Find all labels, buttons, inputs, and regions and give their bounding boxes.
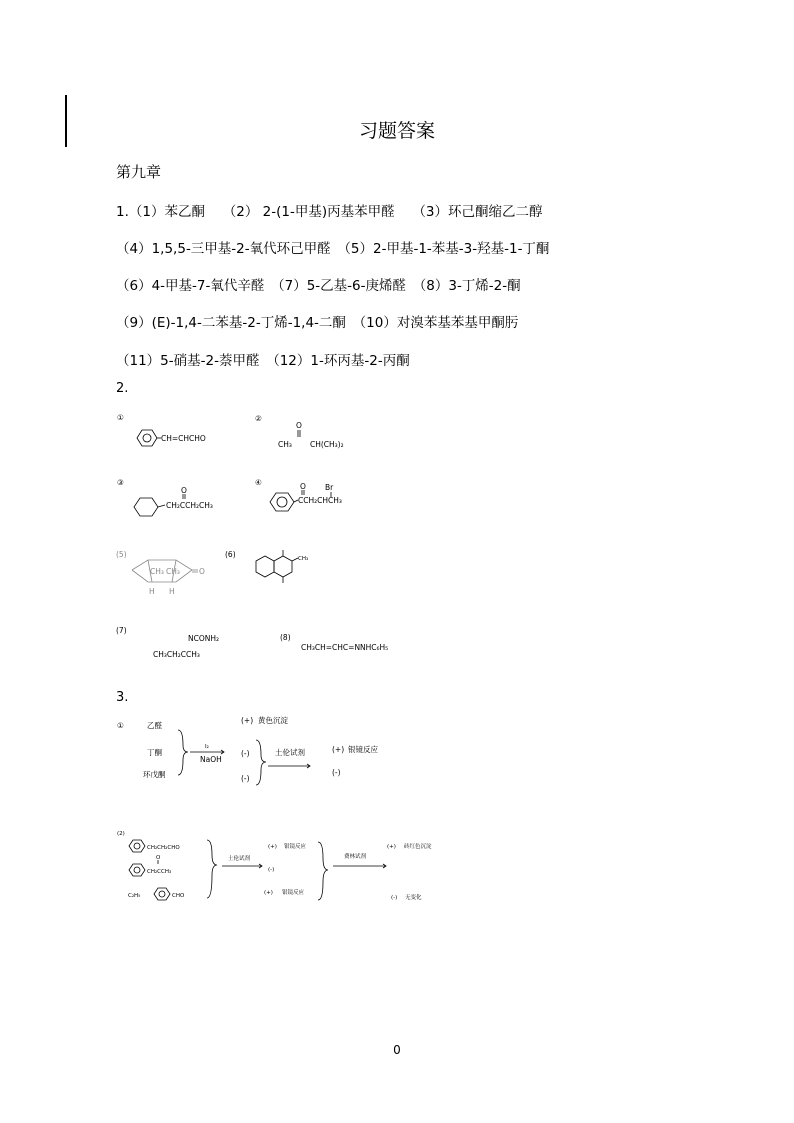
answer-line: （4）1,5,5-三甲基-2-氧代环己甲醛 （5）2-甲基-1-苯基-3-羟基-1-丁酮	[116, 241, 550, 257]
benzene-ring	[270, 493, 294, 511]
result-sign: (-)	[391, 895, 398, 901]
benzene-ring	[129, 864, 145, 876]
item-number: ③	[117, 478, 124, 487]
formula-label: CH₃	[278, 440, 292, 449]
result-label: 无变化	[405, 895, 422, 901]
oxygen-label: O	[156, 855, 161, 861]
reagent-label: NaOH	[200, 755, 222, 764]
item-number: (8)	[280, 633, 291, 642]
reagent-label: I₂	[205, 744, 209, 750]
item-number: (7)	[116, 626, 127, 635]
result-sign: (+)	[387, 844, 396, 850]
compound-label: 环戊酮	[143, 770, 166, 779]
result-sign: (-)	[241, 774, 250, 783]
compound-label: 乙醛	[147, 721, 162, 730]
formula-label: CH₃	[298, 556, 309, 562]
oxygen-label: O	[296, 421, 302, 430]
answer-line: （11）5-硝基-2-萘甲醛 （12）1-环丙基-2-丙酮	[116, 353, 410, 369]
oxygen-label: O	[300, 482, 306, 491]
item-number: ②	[255, 414, 262, 423]
question-3-label: 3.	[116, 690, 129, 705]
item-number: (2)	[117, 831, 125, 837]
formula-label: CH=CHCHO	[161, 434, 206, 443]
hydrogen-label: H	[169, 587, 175, 596]
cyclohexane-ring	[134, 498, 158, 516]
formula-label: CH₃	[150, 567, 164, 576]
item-number: (6)	[225, 550, 236, 559]
item-number: ①	[117, 413, 124, 422]
benzene-ring	[137, 430, 157, 446]
formula-label: CH₃	[166, 567, 180, 576]
reagent-label: 土伦试剂	[275, 748, 305, 757]
formula-label: NCONH₂	[188, 634, 220, 643]
result-label: 黄色沉淀	[258, 716, 288, 725]
hydrogen-label: H	[149, 587, 155, 596]
oxygen-label: O	[199, 567, 205, 576]
benzene-ring	[154, 888, 170, 900]
formula-label: C₂H₅	[128, 893, 141, 899]
formula-label: CH₃CH₂CCH₃	[153, 650, 200, 659]
formula-label: CH₂CH₂CHO	[147, 845, 180, 851]
benzene-ring	[256, 556, 274, 577]
page-number: 0	[393, 1043, 401, 1057]
formula-label: CH(CH₃)₂	[310, 440, 344, 449]
formula-label: CHO	[172, 893, 185, 899]
answer-line: （9）(E)-1,4-二苯基-2-丁烯-1,4-二酮 （10）对溴苯基苯基甲酮肟	[116, 315, 519, 331]
result-label: 银镜反应	[284, 844, 307, 850]
item-number: ④	[255, 478, 262, 487]
page-title: 习题答案	[358, 120, 435, 142]
formula-label: CH₂CCH₃	[147, 869, 172, 875]
result-sign: (+)	[268, 844, 277, 850]
result-sign: (+)	[332, 745, 345, 754]
reagent-label: 土伦试剂	[228, 856, 251, 862]
answer-line: （6）4-甲基-7-氧代辛醛 （7）5-乙基-6-庚烯醛 （8）3-丁烯-2-酮	[116, 278, 521, 294]
compound-label: 丁酮	[147, 748, 162, 757]
result-sign: (+)	[264, 890, 273, 896]
formula-label: CH₂CCH₂CH₃	[166, 501, 213, 510]
formula-label: CH₃CH=CHC=NNHC₆H₅	[301, 643, 389, 652]
reagent-label: 费林试剂	[344, 854, 367, 860]
item-number: ①	[117, 721, 124, 730]
chapter-heading: 第九章	[116, 163, 162, 181]
answer-line: 1.（1）苯乙酮 （2） 2-(1-甲基)丙基苯甲醛 （3）环己酮缩乙二醇	[116, 204, 543, 220]
formula-label: CCH₂CHCH₃	[298, 496, 342, 505]
oxygen-label: O	[181, 486, 187, 495]
result-sign: (-)	[332, 768, 341, 777]
result-sign: (+)	[241, 716, 254, 725]
bromine-label: Br	[325, 483, 334, 492]
result-label: 砖红色沉淀	[404, 844, 432, 850]
result-sign: (-)	[241, 749, 250, 758]
item-number: (5)	[116, 550, 127, 559]
result-label: 银镜反应	[282, 890, 305, 896]
result-sign: (-)	[268, 867, 275, 873]
question-2-label: 2.	[116, 381, 129, 396]
benzene-ring	[129, 840, 145, 852]
result-label: 银镜反应	[348, 745, 378, 754]
